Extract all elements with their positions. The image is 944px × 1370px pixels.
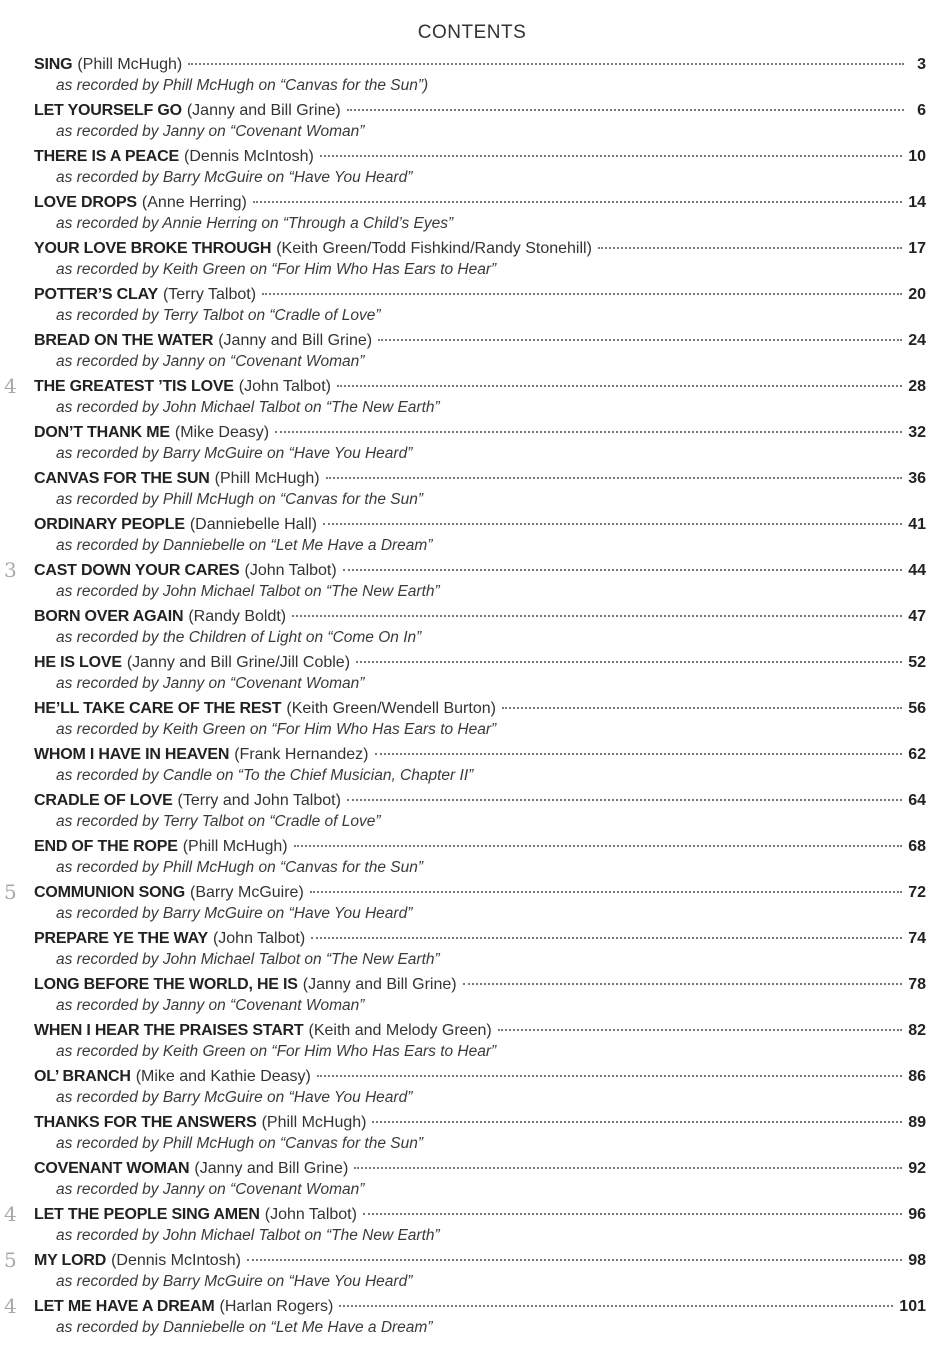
page-number: 36 [908,470,926,487]
song-title: THANKS FOR THE ANSWERS [34,1114,257,1131]
toc-entry [34,330,926,376]
page-number: 6 [917,102,926,119]
song-title: PREPARE YE THE WAY [34,930,208,947]
song-author: (John Talbot) [264,1206,357,1223]
toc-entry [34,974,926,1020]
page-number: 44 [908,562,926,579]
recording-credit: as recorded by Janny on “Covenant Woman” [56,353,365,370]
song-author: (Dennis McIntosh) [111,1252,241,1269]
page-number: 14 [908,194,926,211]
page-number: 78 [908,976,926,993]
page-number: 56 [908,700,926,717]
toc-entry [34,1204,926,1250]
recording-credit: as recorded by Barry McGuire on “Have You Heard” [56,169,413,186]
toc-entry-heading-line [34,744,926,766]
dot-leader [343,569,903,571]
song-title: SING [34,56,73,73]
handwritten-margin-mark: 5 [4,1248,17,1272]
toc-entry-heading-line [34,100,926,122]
toc-entry [34,238,926,284]
toc-entry [34,1296,926,1342]
page-number: 86 [908,1068,926,1085]
recording-credit: as recorded by Keith Green on “For Him Who Has Ears to Hear” [56,721,497,738]
toc-entry-heading-line [34,54,926,76]
toc-entry-heading-line [34,928,926,950]
song-title: CAST DOWN YOUR CARES [34,562,240,579]
dot-leader [311,937,902,939]
dot-leader [498,1029,903,1031]
song-author: (Phill McHugh) [77,56,183,73]
song-title: ORDINARY PEOPLE [34,516,185,533]
song-author: (Phill McHugh) [261,1114,367,1131]
song-author: (John Talbot) [238,378,331,395]
recording-credit: as recorded by Danniebelle on “Let Me Have a Dream” [56,1319,433,1336]
song-title: THE GREATEST ’TIS LOVE [34,378,234,395]
song-author: (Dennis McIntosh) [183,148,314,165]
song-author: (Keith Green/Todd Fishkind/Randy Stonehill) [276,240,592,257]
page-number: 32 [908,424,926,441]
song-title: POTTER’S CLAY [34,286,158,303]
dot-leader [292,615,902,617]
recording-credit: as recorded by Janny on “Covenant Woman” [56,123,365,140]
page-number: 74 [908,930,926,947]
toc-entry-heading-line [34,1204,926,1226]
song-author: (Frank Hernandez) [234,746,369,763]
toc-entry-heading-line [34,836,926,858]
recording-credit: as recorded by Phill McHugh on “Canvas for the Sun” [56,859,424,876]
toc-entry [34,284,926,330]
song-author: (Mike Deasy) [174,424,270,441]
page-number: 20 [908,286,926,303]
dot-leader [502,707,902,709]
handwritten-margin-mark: 3 [4,558,17,582]
song-author: (John Talbot) [212,930,306,947]
dot-leader [247,1259,902,1261]
recording-credit: as recorded by Phill McHugh on “Canvas for the Sun”) [56,77,429,94]
recording-credit: as recorded by the Children of Light on “Come On In” [56,629,422,646]
song-author: (Barry McGuire) [189,884,304,901]
song-author: (Phill McHugh) [214,470,320,487]
recording-credit: as recorded by Annie Herring on “Through a Child’s Eyes” [56,215,454,232]
song-author: (Janny and Bill Grine) [302,976,457,993]
song-author: (Janny and Bill Grine) [194,1160,349,1177]
toc-entry [34,744,926,790]
song-author: (Mike and Kathie Deasy) [135,1068,311,1085]
toc-entry [34,100,926,146]
dot-leader [378,339,902,341]
page-number: 72 [908,884,926,901]
song-author: (Terry Talbot) [162,286,257,303]
toc-entry-heading-line [34,652,926,674]
toc-entry-heading-line [34,1250,926,1272]
toc-entry [34,1250,926,1296]
song-title: LONG BEFORE THE WORLD, HE IS [34,976,298,993]
page-number: 82 [908,1022,926,1039]
song-title: DON’T THANK ME [34,424,170,441]
dot-leader [275,431,902,433]
toc-entry-heading-line [34,422,926,444]
toc-entry-heading-line [34,1112,926,1134]
page-number: 92 [908,1160,926,1177]
toc-entry-heading-line [34,1020,926,1042]
toc-entry [34,422,926,468]
song-author: (Harlan Rogers) [219,1298,334,1315]
dot-leader [354,1167,902,1169]
song-title: THERE IS A PEACE [34,148,179,165]
song-title: WHOM I HAVE IN HEAVEN [34,746,230,763]
song-title: LET THE PEOPLE SING AMEN [34,1206,260,1223]
recording-credit: as recorded by Barry McGuire on “Have You Heard” [56,905,413,922]
song-author: (Janny and Bill Grine/Jill Coble) [126,654,351,671]
page-number: 68 [908,838,926,855]
song-author: (Terry and John Talbot) [177,792,341,809]
song-title: HE’LL TAKE CARE OF THE REST [34,700,282,717]
song-title: OL’ BRANCH [34,1068,131,1085]
toc-entry [34,468,926,514]
song-author: (John Talbot) [244,562,337,579]
recording-credit: as recorded by Barry McGuire on “Have You Heard” [56,1089,413,1106]
dot-leader [326,477,903,479]
page-number: 52 [908,654,926,671]
dot-leader [294,845,903,847]
dot-leader [188,63,904,65]
song-author: (Janny and Bill Grine) [186,102,341,119]
toc-entry [34,376,926,422]
song-author: (Keith and Melody Green) [308,1022,492,1039]
dot-leader [363,1213,902,1215]
toc-entry-heading-line [34,146,926,168]
toc-entry [34,146,926,192]
recording-credit: as recorded by Terry Talbot on “Cradle of Love” [56,307,381,324]
toc-entry [34,836,926,882]
recording-credit: as recorded by Terry Talbot on “Cradle of Love” [56,813,381,830]
recording-credit: as recorded by Janny on “Covenant Woman” [56,997,365,1014]
song-title: WHEN I HEAR THE PRAISES START [34,1022,304,1039]
page-number: 3 [917,56,926,73]
dot-leader [320,155,902,157]
page-number: 96 [908,1206,926,1223]
recording-credit: as recorded by Janny on “Covenant Woman” [56,1181,365,1198]
toc-entry [34,514,926,560]
toc-entry-heading-line [34,1066,926,1088]
dot-leader [463,983,903,985]
page-number: 101 [899,1298,926,1315]
toc-entry [34,1112,926,1158]
page-number: 47 [908,608,926,625]
toc-entry-heading-line [34,606,926,628]
page-number: 24 [908,332,926,349]
toc-entry [34,560,926,606]
toc-entry-heading-line [34,284,926,306]
toc-entry-heading-line [34,376,926,398]
handwritten-margin-mark: 4 [4,374,17,398]
toc-entry [34,1158,926,1204]
toc-entry [34,882,926,928]
dot-leader [262,293,902,295]
song-title: LET YOURSELF GO [34,102,182,119]
page-number: 10 [908,148,926,165]
song-title: CRADLE OF LOVE [34,792,173,809]
page-number: 64 [908,792,926,809]
dot-leader [317,1075,902,1077]
page-number: 17 [908,240,926,257]
song-title: CANVAS FOR THE SUN [34,470,210,487]
recording-credit: as recorded by Keith Green on “For Him Who Has Ears to Hear” [56,261,497,278]
dot-leader [356,661,902,663]
song-author: (Keith Green/Wendell Burton) [286,700,496,717]
song-author: (Anne Herring) [141,194,247,211]
song-author: (Janny and Bill Grine) [218,332,373,349]
dot-leader [347,799,902,801]
song-title: COMMUNION SONG [34,884,185,901]
toc-entry [34,1020,926,1066]
page-number: 41 [908,516,926,533]
toc-entry-heading-line [34,468,926,490]
song-title: END OF THE ROPE [34,838,178,855]
toc-entry-heading-line [34,192,926,214]
toc-entry-heading-line [34,1158,926,1180]
toc-entry-heading-line [34,1296,926,1318]
recording-credit: as recorded by John Michael Talbot on “The New Earth” [56,951,440,968]
toc-entry-heading-line [34,882,926,904]
toc-entry [34,192,926,238]
recording-credit: as recorded by Barry McGuire on “Have You Heard” [56,445,413,462]
recording-credit: as recorded by Keith Green on “For Him Who Has Ears to Hear” [56,1043,497,1060]
page-number: 62 [908,746,926,763]
recording-credit: as recorded by Phill McHugh on “Canvas for the Sun” [56,1135,424,1152]
toc-entry [34,54,926,100]
dot-leader [347,109,904,111]
dot-leader [339,1305,893,1307]
recording-credit: as recorded by Danniebelle on “Let Me Have a Dream” [56,537,433,554]
page-number: 89 [908,1114,926,1131]
recording-credit: as recorded by Phill McHugh on “Canvas for the Sun” [56,491,424,508]
dot-leader [253,201,902,203]
recording-credit: as recorded by Candle on “To the Chief Musician, Chapter II” [56,767,474,784]
song-title: COVENANT WOMAN [34,1160,190,1177]
recording-credit: as recorded by Barry McGuire on “Have You Heard” [56,1273,413,1290]
page-heading: CONTENTS [417,22,527,43]
toc-entry [34,790,926,836]
toc-entry [34,652,926,698]
recording-credit: as recorded by Janny on “Covenant Woman” [56,675,365,692]
dot-leader [323,523,902,525]
handwritten-margin-mark: 4 [4,1202,17,1226]
toc-entry-heading-line [34,330,926,352]
song-title: HE IS LOVE [34,654,122,671]
song-title: YOUR LOVE BROKE THROUGH [34,240,272,257]
song-title: BORN OVER AGAIN [34,608,184,625]
song-title: MY LORD [34,1252,107,1269]
song-author: (Danniebelle Hall) [189,516,317,533]
toc-entry [34,1066,926,1112]
toc-entry-heading-line [34,790,926,812]
dot-leader [372,1121,902,1123]
toc-entry-heading-line [34,560,926,582]
song-title: LOVE DROPS [34,194,137,211]
dot-leader [375,753,903,755]
toc-entry [34,606,926,652]
handwritten-margin-mark: 5 [4,880,17,904]
dot-leader [598,247,902,249]
page-number: 28 [908,378,926,395]
dot-leader [337,385,902,387]
handwritten-margin-mark: 4 [4,1294,17,1318]
recording-credit: as recorded by John Michael Talbot on “The New Earth” [56,583,440,600]
song-title: LET ME HAVE A DREAM [34,1298,215,1315]
song-author: (Phill McHugh) [182,838,288,855]
song-author: (Randy Boldt) [188,608,287,625]
toc-list [34,54,926,1342]
recording-credit: as recorded by John Michael Talbot on “The New Earth” [56,1227,440,1244]
toc-entry-heading-line [34,974,926,996]
dot-leader [310,891,902,893]
toc-entry [34,928,926,974]
toc-entry-heading-line [34,514,926,536]
page-number: 98 [908,1252,926,1269]
toc-entry-heading-line [34,238,926,260]
toc-entry-heading-line [34,698,926,720]
recording-credit: as recorded by John Michael Talbot on “The New Earth” [56,399,440,416]
toc-entry [34,698,926,744]
song-title: BREAD ON THE WATER [34,332,214,349]
